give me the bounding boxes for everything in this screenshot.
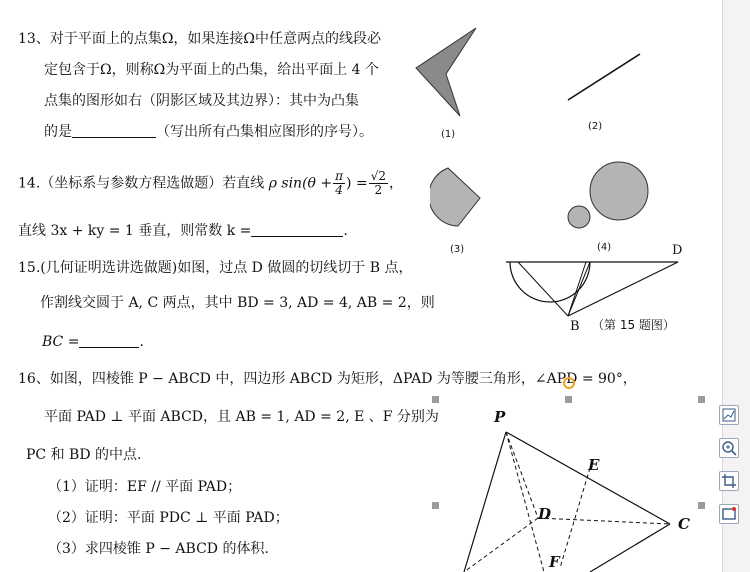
answer-blank [251,222,343,237]
q16-line3: PC 和 BD 的中点. [26,447,142,463]
q15-period: . [139,334,144,350]
figure-3-half-disc [430,164,486,230]
zoom-in-icon [720,439,738,457]
q14-line2-pre: 直线 3x + ky = 1 垂直，则常数 k = [18,223,252,239]
answer-blank [72,123,156,138]
resize-handle-right[interactable] [698,502,705,509]
q14-line1 [18,170,403,197]
q14-period: . [343,223,348,239]
resize-handle-top-left[interactable] [432,396,439,403]
pyramid-label-c: C [678,515,690,533]
q14-rho: ρ sin(θ + [268,175,333,192]
resize-handle-top[interactable] [565,396,572,403]
q14-pi: π [335,169,344,183]
q14-sqrt2: √2 [370,169,386,183]
q13-line3: 点集的图形如右（阴影区域及其边界）：其中为凸集 [44,93,359,109]
answer-blank [79,333,139,348]
chart-icon [720,406,738,424]
figure-15-label-b: B [570,319,580,334]
q14-comma: ， [388,175,403,192]
figure-4-circles [564,160,650,232]
pyramid-label-e: E [588,456,600,474]
q14-pi-over-4 [333,170,345,197]
figure-3-label: (3) [450,244,465,255]
figure-15-label-d: D [672,243,683,258]
rotate-handle-icon[interactable] [562,376,576,390]
q15-line2: 作割线交圆于 A, C 两点，其中 BD = 3, AD = 4, AB = 2，则 [40,295,435,311]
frame-button[interactable] [719,504,739,524]
q16-item2: （2）证明：平面 PDC ⊥ 平面 PAD； [48,510,289,526]
figure-1-label: (1) [441,129,456,140]
layout-options-button[interactable] [719,405,739,425]
q16-item1: （1）证明：EF // 平面 PAD； [48,479,242,495]
zoom-button[interactable] [719,438,739,458]
pyramid-label-d: D [538,505,552,523]
q14-eq: ) = [346,175,368,192]
crop-icon [720,472,738,490]
figure-2-segment [564,50,644,104]
q15-bc: BC = [42,334,80,350]
figure-15-caption: （第 15 题图） [592,318,675,332]
q14-two: 2 [374,183,383,197]
q15-line3 [42,333,144,351]
q14-four: 4 [335,183,343,197]
figure-1-shape [412,24,482,124]
q13-line4-post: （写出所有凸集相应图形的序号）。 [156,124,373,140]
q15-line1: 15.(几何证明选讲选做题)如图，过点 D 做圆的切线切于 B 点， [18,260,413,276]
crop-button[interactable] [719,471,739,491]
q16-item3: （3）求四棱锥 P − ABCD 的体积. [48,541,269,557]
q13-line1: 13、对于平面上的点集Ω，如果连接Ω中任意两点的线段必 [18,31,382,47]
q14-sqrt2-over-2 [369,170,388,197]
q14-line2 [18,222,348,240]
pyramid-figure[interactable] [440,398,720,572]
pyramid-label-p: P [494,408,506,426]
resize-handle-top-right[interactable] [698,396,705,403]
figure-2-label: (2) [588,121,603,132]
q16-line1: 16、如图，四棱锥 P − ABCD 中，四边形 ABCD 为矩形，ΔPAD 为等腰三角形，∠APD = 90°， [18,371,637,387]
pyramid-label-f: F [549,553,560,571]
q13-line4 [44,123,373,141]
resize-handle-left[interactable] [432,502,439,509]
figure-4-label: (4) [597,242,612,253]
q13-line2: 定包含于Ω，则称Ω为平面上的凸集，给出平面上 4 个 [44,62,380,78]
q13-line4-pre: 的是 [44,124,72,140]
frame-icon [720,505,738,523]
q16-line2: 平面 PAD ⊥ 平面 ABCD，且 AB = 1, AD = 2, E 、F 分别为 [44,409,439,425]
q14-pre: 14.（坐标系与参数方程选做题）若直线 [18,175,265,192]
